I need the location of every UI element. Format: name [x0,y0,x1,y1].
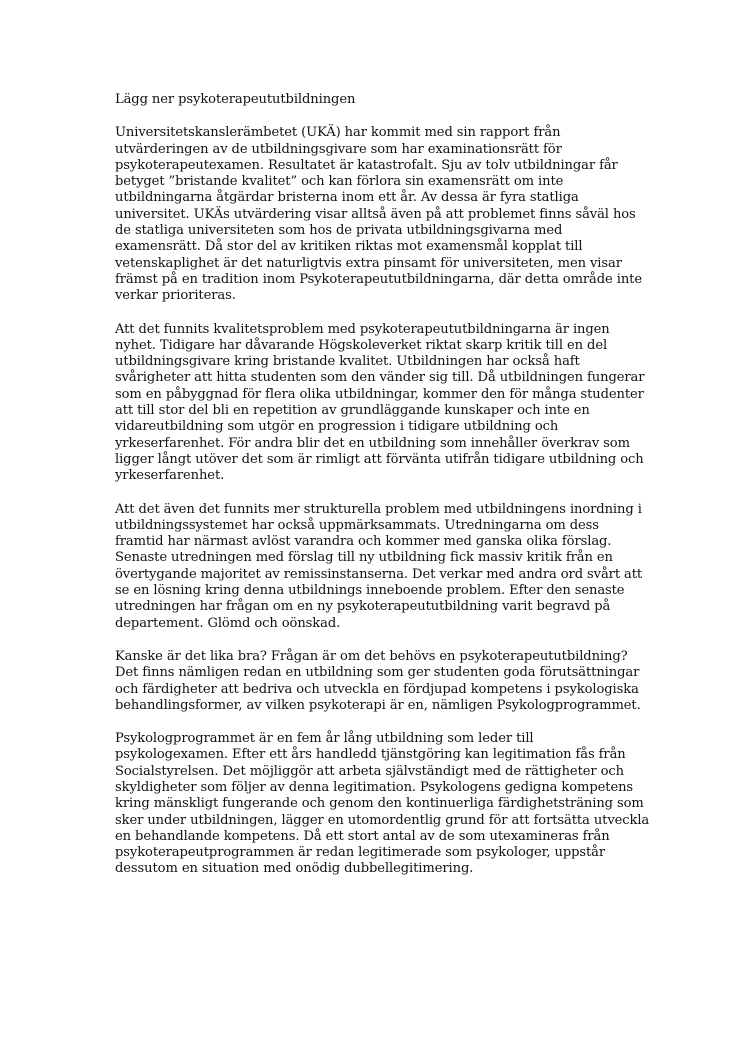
paragraph-line: och färdigheter att bedriva och utveckla en fördjupad kompetens i psykologiska [115,681,639,697]
paragraph-line: psykoterapeutexamen. Resultatet är katastrofalt. Sju av tolv utbildningar får [115,157,618,173]
document-title: Lägg ner psykoterapeututbildningen [115,92,356,107]
paragraph-line: utbildningssystemet har också uppmärksammats. Utredningarna om dess [115,517,599,533]
paragraph-line: utvärderingen av de utbildningsgivare som har examinationsrätt för [115,141,562,157]
paragraph-line: verkar prioriteras. [115,288,236,304]
paragraph-line: främst på en tradition inom Psykoterapeututbildningarna, där detta område inte [115,271,642,287]
paragraph-line: universitet. UKÄs utvärdering visar alltså även på att problemet finns såväl hos [115,206,636,222]
paragraph-line: vetenskaplighet är det naturligtvis extra pinsamt för universiteten, men visar [115,255,622,271]
paragraph-line: Socialstyrelsen. Det möjliggör att arbeta självständigt med de rättigheter och [115,763,624,779]
paragraph-line: Att det funnits kvalitetsproblem med psykoterapeututbildningarna är ingen [115,321,610,337]
paragraph-line: examensrätt. Då stor del av kritiken riktas mot examensmål kopplat till [115,239,583,255]
paragraph-line: utbildningarna åtgärdar bristerna inom ett år. Av dessa är fyra statliga [115,190,579,206]
paragraph-line: Kanske är det lika bra? Frågan är om det behövs en psykoterapeututbildning? [115,648,628,664]
paragraph [115,322,643,485]
paragraph-line: svårigheter att hitta studenten som den vänder sig till. Då utbildningen fungerar [115,370,645,386]
paragraph-line: dessutom en situation med onödig dubbellegitimering. [115,861,474,877]
paragraph-line: nyhet. Tidigare har dåvarande Högskoleverket riktat skarp kritik till en del [115,337,608,353]
paragraph-line: utbildningsgivare kring bristande kvalitet. Utbildningen har också haft [115,354,580,370]
paragraph [115,502,643,632]
paragraph-line: vidareutbildning som utgör en progression i tidigare utbildning och [115,419,559,435]
paragraph-line: en behandlande kompetens. Då ett stort antal av de som utexamineras från [115,828,610,844]
paragraph-line: betyget ”bristande kvalitet” och kan förlora sin examensrätt om inte [115,174,564,190]
paragraph-line: de statliga universiteten som hos de privata utbildningsgivarna med [115,223,563,239]
paragraph-line: som en påbyggnad för flera olika utbildningar, kommer den för många studenter [115,386,644,402]
paragraph-line: kring mänskligt fungerande och genom den kontinuerliga färdighetsträning som [115,796,644,812]
paragraph-line: psykologexamen. Efter ett års handledd tjänstgöring kan legitimation fås från [115,747,626,763]
document-body [115,92,650,895]
paragraph-line: framtid har närmast avlöst varandra och kommer med ganska olika förslag. [115,534,612,550]
paragraph-line: yrkeserfarenhet. [115,468,225,484]
paragraph-line: se en lösning kring denna utbildnings inneboende problem. Efter den senaste [115,583,625,599]
paragraph-line: departement. Glömd och oönskad. [115,615,341,631]
paragraph-line: behandlingsformer, av vilken psykoterapi är en, nämligen Psykologprogrammet. [115,697,641,713]
paragraph-line: övertygande majoritet av remissinstanserna. Det verkar med andra ord svårt att [115,566,643,582]
paragraph-line: Senaste utredningen med förslag till ny utbildning fick massiv kritik från en [115,550,613,566]
paragraph-line: Att det även det funnits mer strukturella problem med utbildningens inordning i [115,501,642,517]
paragraph-line: yrkeserfarenhet. För andra blir det en utbildning som innehåller överkrav som [115,435,630,451]
paragraph-list [115,125,650,877]
paragraph-line: utredningen har frågan om en ny psykoterapeututbildning varit begravd på [115,599,611,615]
paragraph [115,649,643,714]
paragraph-line: skyldigheter som följer av denna legitimation. Psykologens gedigna kompetens [115,779,634,795]
paragraph-line: ligger långt utöver det som är rimligt att förvänta utifrån tidigare utbildning och [115,451,644,467]
paragraph-line: Psykologprogrammet är en fem år lång utbildning som leder till [115,731,534,747]
paragraph-line: sker under utbildningen, lägger en utomordentlig grund för att fortsätta utveckla [115,812,650,828]
paragraph-line: psykoterapeutprogrammen är redan legitimerade som psykologer, uppstår [115,845,606,861]
paragraph [115,731,650,878]
paragraph-line: att till stor del bli en repetition av grundläggande kunskaper och inte en [115,403,590,419]
paragraph [115,125,643,304]
paragraph-line: Universitetskanslerämbetet (UKÄ) har kommit med sin rapport från [115,125,561,141]
paragraph-line: Det finns nämligen redan en utbildning som ger studenten goda förutsättningar [115,665,640,681]
